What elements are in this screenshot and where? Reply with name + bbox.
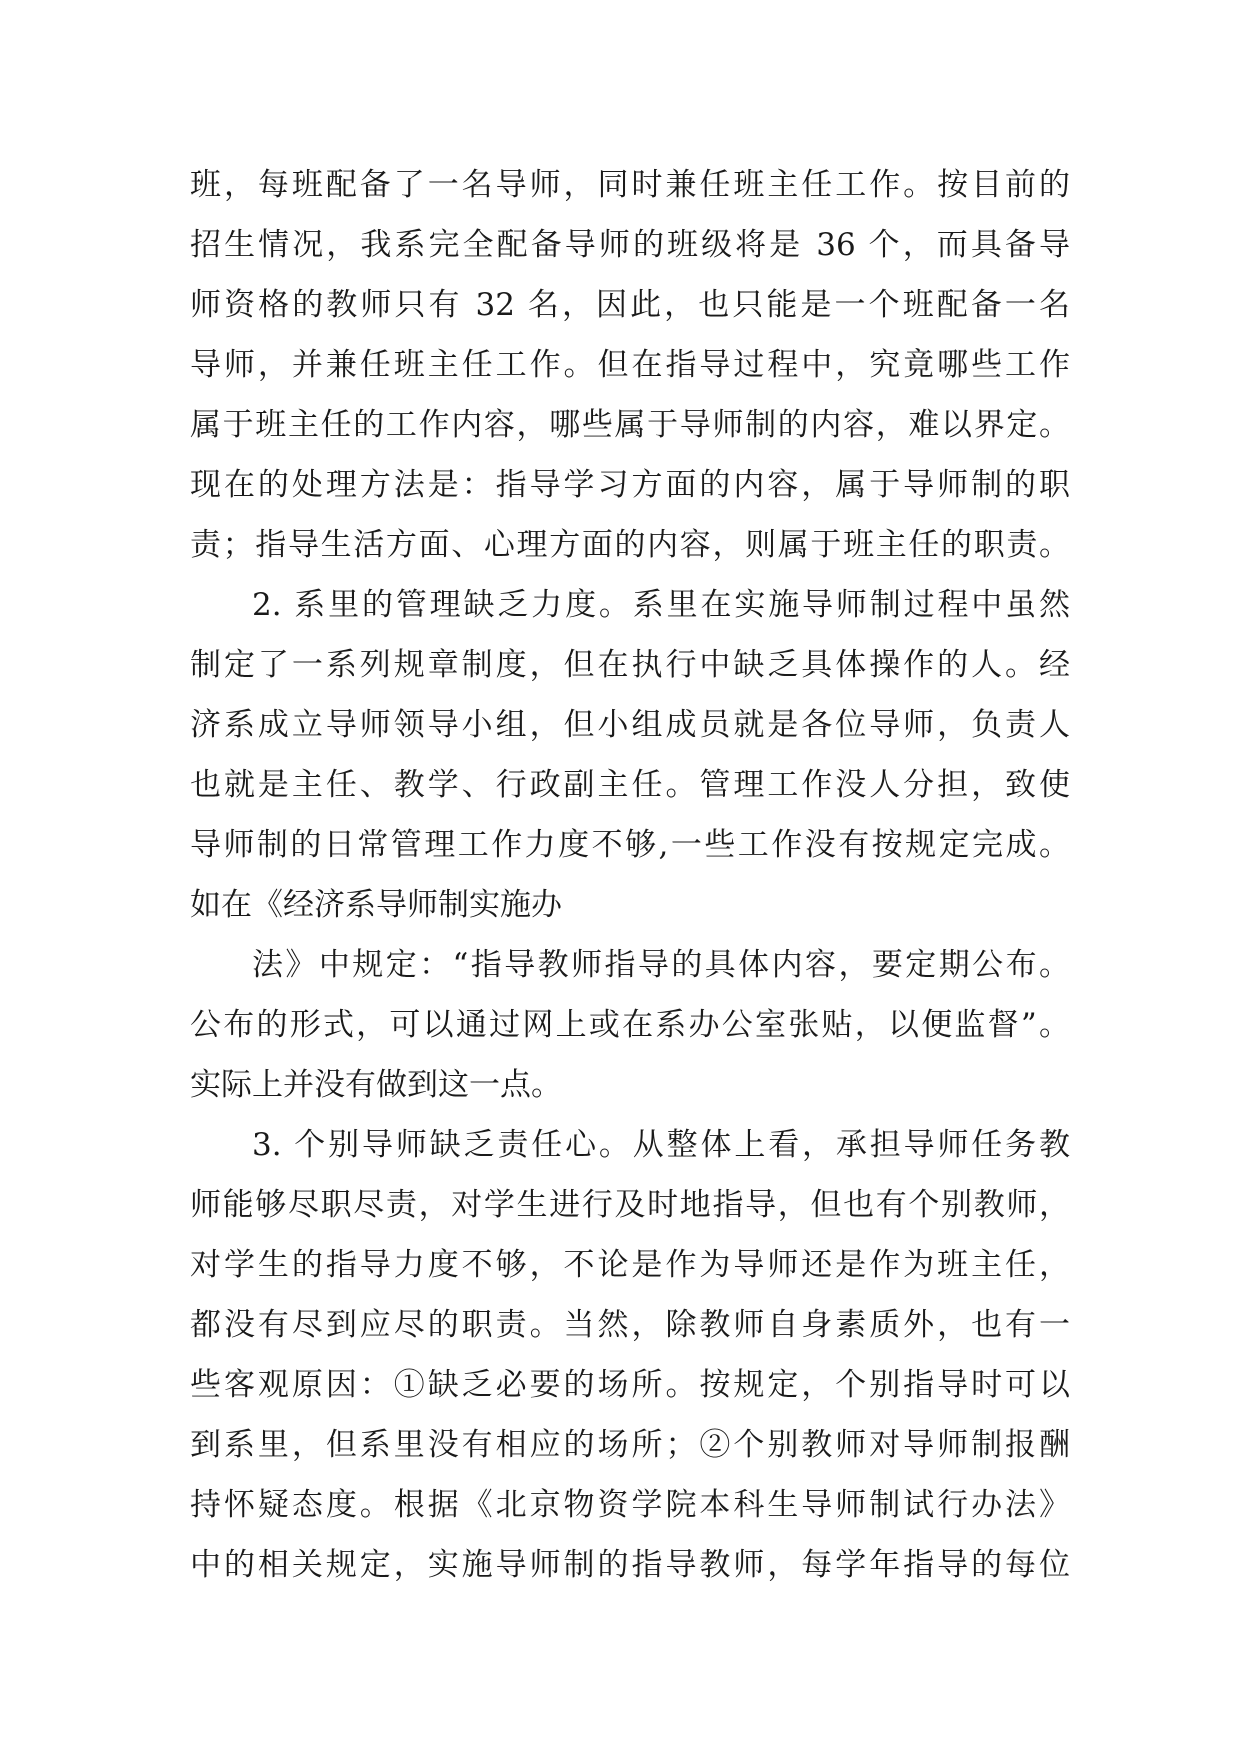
text-line: 中的相关规定，实施导师制的指导教师，每学年指导的每位 <box>190 1547 1070 1583</box>
paragraph-start-line: 3. 个别导师缺乏责任心。从整体上看，承担导师任务教 <box>252 1127 1070 1163</box>
text-line: 师能够尽职尽责，对学生进行及时地指导，但也有个别教师， <box>190 1187 1070 1223</box>
text-line: 制定了一系列规章制度，但在执行中缺乏具体操作的人。经 <box>190 647 1070 683</box>
text-line: 对学生的指导力度不够，不论是作为导师还是作为班主任， <box>190 1247 1070 1283</box>
text-line: 济系成立导师领导小组，但小组成员就是各位导师，负责人 <box>190 707 1070 743</box>
text-line: 也就是主任、教学、行政副主任。管理工作没人分担，致使 <box>190 767 1070 803</box>
text-line: 持怀疑态度。根据《北京物资学院本科生导师制试行办法》 <box>190 1487 1070 1523</box>
text-line: 班，每班配备了一名导师，同时兼任班主任工作。按目前的 <box>190 167 1070 203</box>
text-line: 属于班主任的工作内容，哪些属于导师制的内容，难以界定。 <box>190 407 1070 443</box>
text-line: 师资格的教师只有 32 名，因此，也只能是一个班配备一名 <box>190 287 1070 323</box>
text-line: 都没有尽到应尽的职责。当然，除教师自身素质外，也有一 <box>190 1307 1070 1343</box>
text-line: 到系里，但系里没有相应的场所；②个别教师对导师制报酬 <box>190 1427 1070 1463</box>
paragraph-start-line: 法》中规定：“指导教师指导的具体内容，要定期公布。 <box>252 947 1070 983</box>
text-line: 公布的形式，可以通过网上或在系办公室张贴，以便监督”。 <box>190 1007 1070 1043</box>
text-line: 些客观原因：①缺乏必要的场所。按规定，个别指导时可以 <box>190 1367 1070 1403</box>
text-line: 如在《经济系导师制实施办 <box>190 887 562 923</box>
text-line: 招生情况，我系完全配备导师的班级将是 36 个，而具备导 <box>190 227 1070 263</box>
text-line: 责；指导生活方面、心理方面的内容，则属于班主任的职责。 <box>190 527 1070 563</box>
text-line: 实际上并没有做到这一点。 <box>190 1067 562 1103</box>
text-line: 导师制的日常管理工作力度不够,一些工作没有按规定完成。 <box>190 827 1070 863</box>
text-line: 导师，并兼任班主任工作。但在指导过程中，究竟哪些工作 <box>190 347 1070 383</box>
text-line: 现在的处理方法是：指导学习方面的内容，属于导师制的职 <box>190 467 1070 503</box>
paragraph-start-line: 2. 系里的管理缺乏力度。系里在实施导师制过程中虽然 <box>252 587 1070 623</box>
